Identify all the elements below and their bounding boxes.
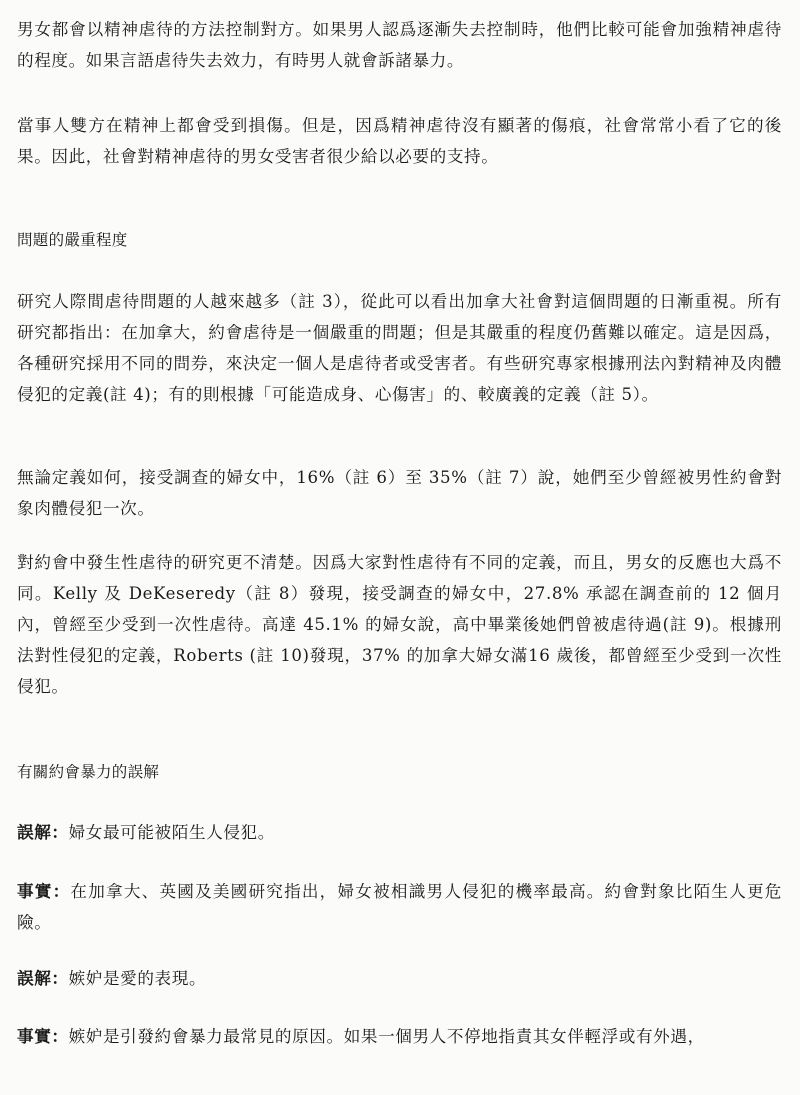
paragraph-sexual-abuse-research: 對約會中發生性虐待的研究更不清楚。因爲大家對性虐待有不同的定義，而且，男女的反應也大爲不同。Kelly 及 DeKeseredy（註 8）發現，接受調查的婦女中，27.8% 承認在調查前的 12 個月內，曾經至少受到一次性虐待。高達 45.1% 的婦女說，高中畢業後她們曾被虐待過(註 9)。根據刑法對性侵犯的定義，Roberts (註 10)發現，37% 的加拿大婦女滿16 歲後，都曾經至少受到一次性侵犯。 xyxy=(17,553,782,696)
fact-label: 事實： xyxy=(17,881,71,901)
fact-acquaintances xyxy=(17,876,782,938)
myth-text: 婦女最可能被陌生人侵犯。 xyxy=(68,823,275,842)
myth-text: 嫉妒是愛的表現。 xyxy=(68,969,207,988)
myth-strangers xyxy=(17,817,782,848)
myth-jealousy xyxy=(17,963,782,994)
myth-label: 誤解： xyxy=(17,968,69,988)
paragraph-emotional-harm: 當事人雙方在精神上都會受到損傷。但是，因爲精神虐待沒有顯著的傷痕，社會常常小看了它的後果。因此，社會對精神虐待的男女受害者很少給以必要的支持。 xyxy=(17,116,782,166)
heading-severity: 問題的嚴重程度 xyxy=(17,231,128,249)
heading-myths: 有關約會暴力的誤解 xyxy=(17,763,160,781)
paragraph-physical-assault-stats: 無論定義如何，接受調查的婦女中，16%（註 6）至 35%（註 7）說，她們至少曾經被男性約會對象肉體侵犯一次。 xyxy=(17,468,782,518)
paragraph-emotional-control: 男女都會以精神虐待的方法控制對方。如果男人認爲逐漸失去控制時，他們比較可能會加強精神虐待的程度。如果言語虐待失去效力，有時男人就會訴諸暴力。 xyxy=(17,20,782,70)
myth-label: 誤解： xyxy=(17,822,69,842)
fact-text: 嫉妒是引發約會暴力最常見的原因。如果一個男人不停地指責其女伴輕浮或有外遇， xyxy=(68,1027,705,1046)
fact-text: 在加拿大、英國及美國研究指出，婦女被相識男人侵犯的機率最高。約會對象比陌生人更危險。 xyxy=(17,882,782,932)
fact-jealousy-cause xyxy=(17,1021,782,1052)
fact-label: 事實： xyxy=(17,1026,69,1046)
paragraph-research: 研究人際間虐待問題的人越來越多（註 3），從此可以看出加拿大社會對這個問題的日漸重視。所有研究都指出：在加拿大，約會虐待是一個嚴重的問題；但是其嚴重的程度仍舊難以確定。這是因爲，各種研究採用不同的問券，來決定一個人是虐待者或受害者。有些研究專家根據刑法內對精神及肉體侵犯的定義(註 4)；有的則根據「可能造成身、心傷害」的、較廣義的定義（註 5）。 xyxy=(17,292,782,404)
